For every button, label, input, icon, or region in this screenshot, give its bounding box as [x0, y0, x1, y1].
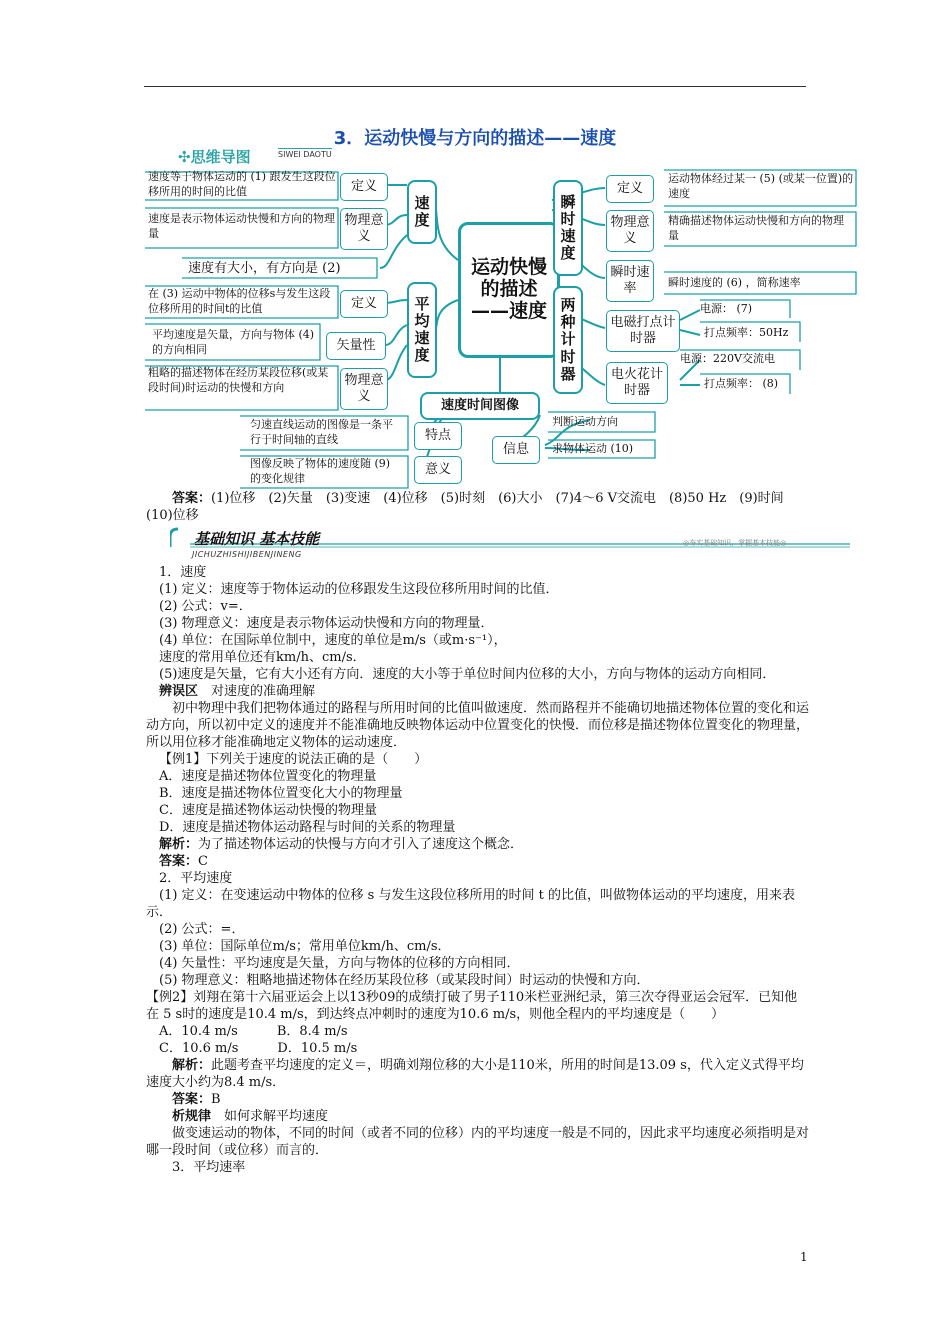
node-inst-def: 定义 [606, 175, 654, 203]
s1-item4: (4) 单位：在国际单位制中，速度的单位是m/s（或m·s⁻¹）， [159, 633, 507, 648]
bw-title: 对速度的准确理解 [198, 684, 316, 699]
ex1-answer: C [198, 854, 208, 869]
mind-map-answers [146, 490, 810, 524]
note-avg-def: 在 (3) 运动中物体的位移s与发生这段位移所用的时间t的比值 [148, 287, 331, 315]
page-number: 1 [800, 1250, 808, 1264]
node-speed: 速度 [407, 180, 437, 244]
ex2-analysis: 此题考查平均速度的定义＝，明确刘翔位移的大小是110米，所用的时间是13.09 s，代入定义式得平均速度大小约为8.4 m/s． [146, 1058, 804, 1090]
node-speed-def: 定义 [340, 173, 388, 201]
xg-label: 析规律 [172, 1109, 212, 1124]
mind-map-tag: ✣思维导图 [178, 148, 251, 166]
note-inst-def: 运动物体经过某一 (5) (或某一位置)的速度 [668, 172, 854, 200]
note-speed-meaning: 速度是表示物体运动快慢和方向的物理量 [148, 212, 335, 240]
ex1-question: 【例1】下列关于速度的说法正确的是（ ） [159, 752, 428, 767]
s1-heading: 1．速度 [159, 565, 207, 580]
ex2-jx-label: 解析： [172, 1058, 212, 1073]
note-graph-info1: 判断运动方向 [552, 415, 618, 428]
node-graph-feature: 特点 [414, 422, 462, 450]
node-inst-meaning: 物理意义 [606, 210, 654, 252]
s1-item5: (5)速度是矢量，它有大小还有方向．速度的大小等于单位时间内位移的大小，方向与物体的运动方向相同． [159, 667, 776, 682]
xg-text: 做变速运动的物体，不同的时间（或者不同的位移）内的平均速度一般是不同的，因此求平均速度必须指明是对哪一段时间（或位移）而言的． [146, 1126, 810, 1158]
node-vt-graph: 速度时间图像 [420, 392, 540, 420]
ex2-question: 【例2】刘翔在第十六届亚运会上以13秒09的成绩打破了男子110米栏亚洲纪录，第三次夺得亚运会冠军．已知他在 5 s时的速度是10.4 m/s，到达终点冲刺时的速度为10.6 m/s，则他全程内的平均速度是（ ） [146, 990, 798, 1022]
section-motto: ◎夯实基础知识，掌握基本技能◎ [683, 539, 787, 547]
mind-map-tag-sub: SIWEI DAOTU [278, 150, 332, 159]
section-subtitle: JICHUZHISHIJIBENJINENG [192, 550, 302, 559]
ex1-option-c: C．速度是描述物体运动快慢的物理量 [159, 803, 377, 818]
ex1-da-label: 答案： [159, 854, 199, 869]
s2-item4: (4) 矢量性：平均速度是矢量，方向与物体的位移的方向相同． [159, 956, 520, 971]
ex2-da-label: 答案： [172, 1092, 212, 1107]
s2-item3: (3) 单位：国际单位m/s；常用单位km/h、cm/s． [159, 939, 451, 954]
note-speed-vector: 速度有大小，有方向是 (2) [188, 261, 341, 276]
s2-heading: 2．平均速度 [159, 871, 233, 886]
node-inst-speed: 瞬时速度 [553, 180, 583, 276]
node-speed-meaning: 物理意义 [340, 208, 388, 250]
section-title: 基础知识 基本技能 [194, 530, 320, 548]
note-spark-freq: 打点频率： (8) [704, 377, 779, 390]
note-graph-info2: 求物体运动 (10) [552, 442, 634, 455]
note-em-freq: 打点频率：50Hz [704, 326, 789, 339]
note-spark-power: 电源：220V交流电 [680, 352, 775, 365]
s1-item3: (3) 物理意义：速度是表示物体运动快慢和方向的物理量． [159, 616, 494, 631]
bw-text: 初中物理中我们把物体通过的路程与所用时间的比值叫做速度．然而路程并不能确切地描述物体位置的变化和运动方向，所以初中定义的速度并不能准确地反映物体运动中位置变化的快慢．而位移是描述物体位置变化的物理量，所以用位移才能准确地定义物体的运动速度． [146, 701, 810, 750]
ex1-jx-label: 解析： [159, 837, 199, 852]
node-avg-meaning: 物理意义 [340, 368, 388, 410]
mind-map [0, 0, 950, 490]
note-em-power: 电源： (7) [700, 302, 753, 315]
node-avg-vector: 矢量性 [326, 332, 386, 360]
ex1-option-b: B．速度是描述物体位置变化大小的物理量 [159, 786, 403, 801]
body-text [146, 564, 810, 1176]
note-graph-feature: 匀速直线运动的图像是一条平行于时间轴的直线 [250, 418, 393, 446]
note-graph-meaning: 图像反映了物体的速度随 (9) 的变化规律 [250, 457, 391, 485]
ex1-option-d: D．速度是描述物体运动路程与时间的关系的物理量 [159, 820, 456, 835]
node-graph-meaning: 意义 [414, 456, 462, 484]
note-speed-def: 速度等于物体运动的 (1) 跟发生这段位移所用的时间的比值 [148, 170, 336, 198]
note-avg-vector: 平均速度是矢量，方向与物体 (4) 的方向相同 [152, 328, 315, 356]
node-em-timer: 电磁打点计时器 [606, 310, 680, 352]
s1-item4b: 速度的常用单位还有km/h、cm/s． [159, 650, 366, 665]
s3-heading: 3．平均速率 [172, 1160, 246, 1175]
node-timers: 两种计时器 [553, 286, 583, 394]
ex2-options-ab: A．10.4 m/s B．8.4 m/s [159, 1024, 348, 1039]
page-title: 3．运动快慢与方向的描述——速度 [333, 128, 617, 149]
node-graph-info: 信息 [492, 436, 540, 464]
ex2-options-cd: C．10.6 m/s D．10.5 m/s [159, 1041, 358, 1056]
note-avg-meaning: 粗略的描述物体在经历某段位移(或某段时间)时运动的快慢和方向 [148, 366, 329, 394]
answers-text: (1)位移 (2)矢量 (3)变速 (4)位移 (5)时刻 (6)大小 (7)4～6 V交流电 (8)50 Hz (9)时间 (10)位移 [146, 491, 797, 523]
ex1-analysis: 为了描述物体运动的快慢与方向才引入了速度这个概念． [198, 837, 524, 852]
s2-item2: (2) 公式：=． [159, 922, 245, 937]
node-avg-def: 定义 [340, 290, 388, 318]
s1-item1: (1) 定义：速度等于物体运动的位移跟发生这段位移所用时间的比值． [159, 582, 559, 597]
s1-item2: (2) 公式：v=． [159, 599, 252, 614]
s2-item1: (1) 定义：在变速运动中物体的位移 s 与发生这段位移所用的时间 t 的比值，叫做物体运动的平均速度，用来表示． [146, 888, 795, 920]
ex2-answer: B [211, 1092, 221, 1107]
ex1-option-a: A．速度是描述物体位置变化的物理量 [159, 769, 377, 784]
note-inst-meaning: 精确描述物体运动快慢和方向的物理量 [668, 214, 844, 242]
answers-label: 答案： [172, 491, 212, 506]
note-inst-rate: 瞬时速度的 (6) ，简称速率 [668, 276, 801, 289]
bw-label: 辨误区 [159, 684, 199, 699]
node-avg-speed: 平均速度 [407, 282, 437, 378]
node-inst-rate: 瞬时速率 [606, 260, 654, 302]
node-spark-timer: 电火花计时器 [606, 362, 668, 404]
s2-item5: (5) 物理意义：粗略地描述物体在经历某段位移（或某段时间）时运动的快慢和方向． [159, 973, 650, 988]
xg-title: 如何求解平均速度 [211, 1109, 329, 1124]
mind-map-center: 运动快慢的描述——速度 [458, 222, 560, 358]
